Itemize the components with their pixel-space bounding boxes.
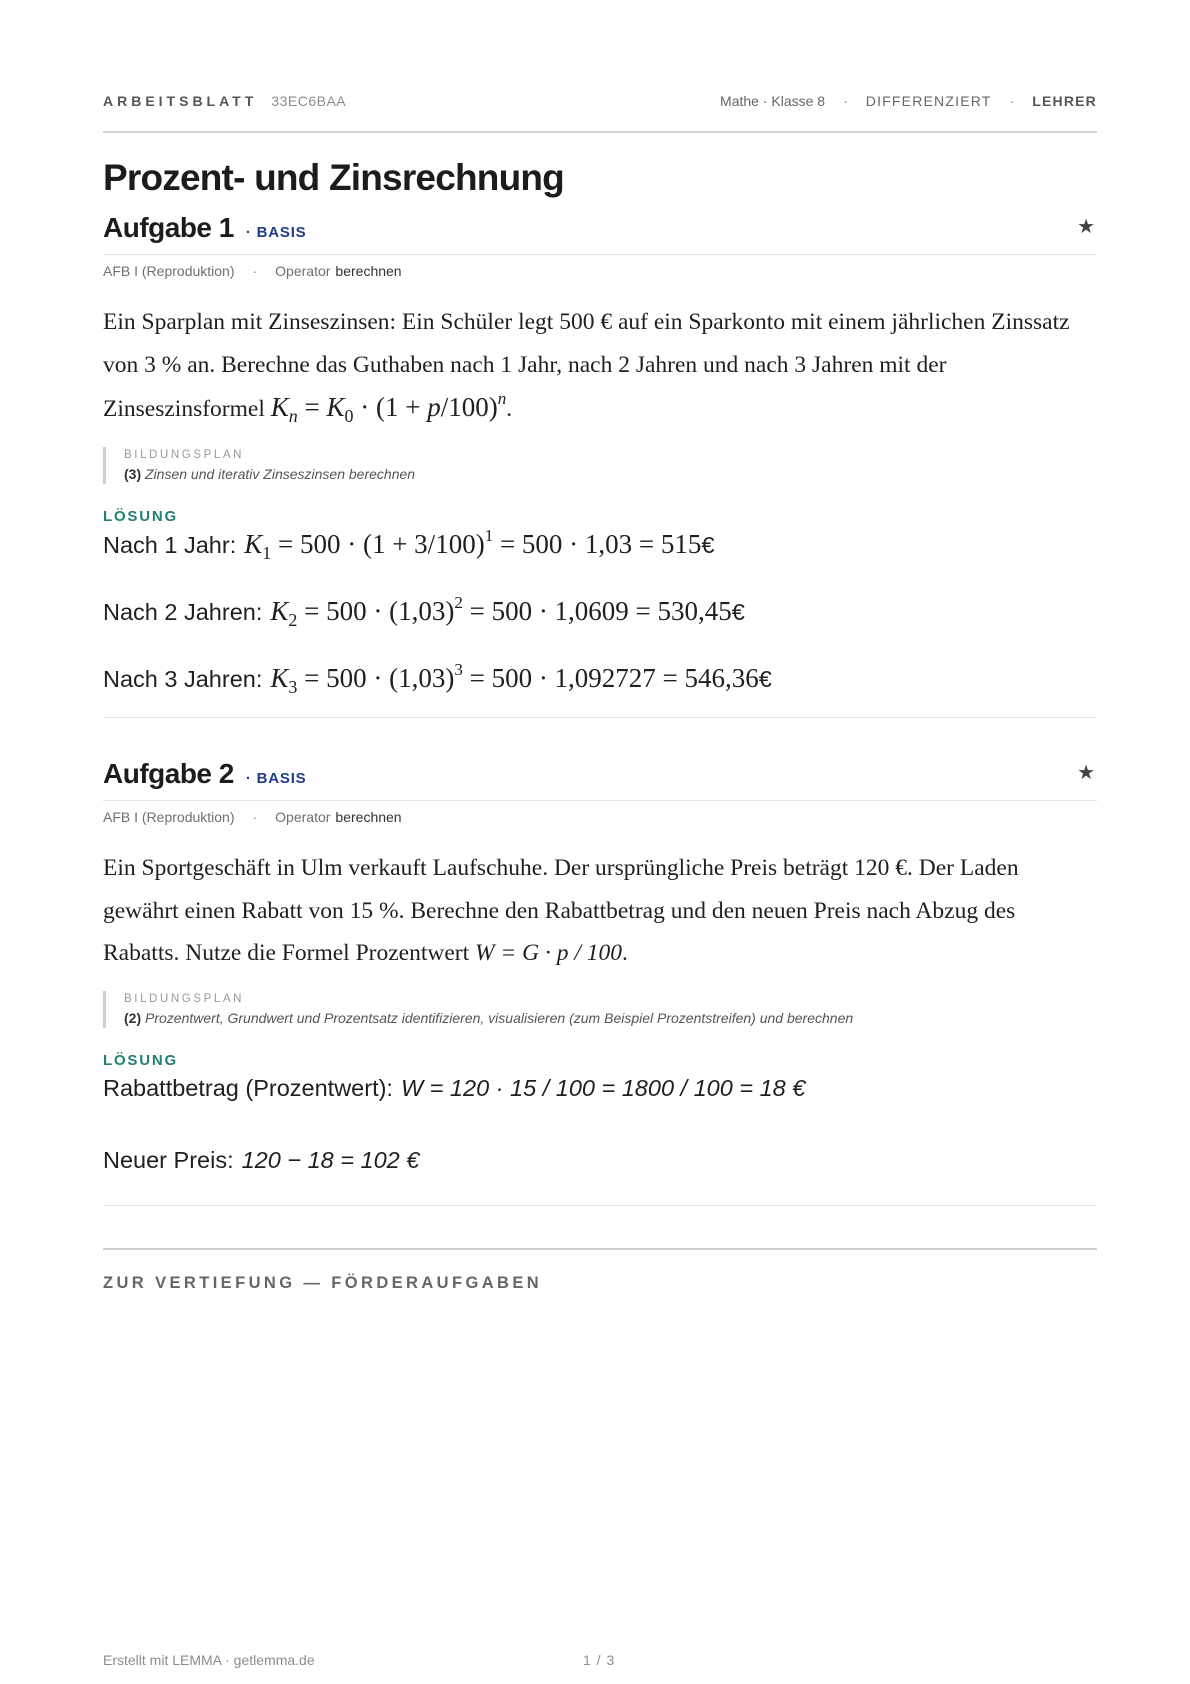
header-separator: ·: [843, 93, 848, 109]
page-number: 1 / 3: [583, 1652, 616, 1668]
header-right: [720, 93, 1097, 109]
solution-unit: €: [701, 531, 715, 558]
level-badge: · BASIS: [245, 770, 307, 787]
percentage-formula: W = G · p / 100: [474, 940, 623, 966]
task-1: [103, 212, 1097, 718]
task-divider: [103, 254, 1097, 255]
solution-expression: 120 − 18 = 102 €: [241, 1146, 420, 1173]
curriculum-number: (3): [124, 465, 142, 482]
worksheet-page: [103, 0, 1097, 1684]
task-divider: [103, 800, 1097, 801]
curriculum-label: BILDUNGSPLAN: [124, 992, 245, 1005]
curriculum-description: Zinsen und iterativ Zinseszinsen berechnen: [145, 465, 416, 482]
prompt-text: Ein Sportgeschäft in Ulm verkauft Laufschuhe. Der ursprüngliche Preis beträgt 120 €. Der Laden gewährt einen Rabatt von 15 %. Berechne den Rabattbetrag und den neuen Preis nach Abzug des Rabatts. Nutze die Formel Prozentwert: [103, 855, 1019, 966]
curriculum-text: [124, 466, 1097, 482]
task-prompt: [103, 847, 1097, 975]
solution-line-label: Nach 1 Jahr:: [103, 531, 237, 558]
task-divider: [103, 717, 1097, 718]
afb-level: AFB I (Reproduktion): [103, 263, 235, 279]
solution-line-label: Nach 3 Jahren:: [103, 665, 263, 692]
solution-line: [103, 1147, 1097, 1187]
task-meta: [103, 263, 1097, 283]
curriculum-reference: [103, 991, 1097, 1028]
solution-line-label: Rabattbetrag (Prozentwert):: [103, 1074, 393, 1101]
task-header: [103, 212, 1097, 252]
solution-formula: $K_3 = 500 \cdot (1,03)^3 = 500 \cdot 1,092727 = 546,36$: [270, 659, 759, 697]
solution-line: [103, 525, 1097, 569]
operator-label: Operator: [275, 263, 331, 279]
task-title: Aufgabe 2: [103, 758, 234, 789]
solution-line: [103, 592, 1097, 636]
header-divider: [103, 131, 1097, 133]
page-header: [103, 88, 1097, 114]
task-meta: [103, 809, 1097, 829]
header-left: [103, 93, 346, 109]
header-separator: ·: [1009, 93, 1015, 109]
curriculum-text: [124, 1010, 1097, 1026]
prompt-end: .: [506, 396, 513, 422]
solution-formula: $K_1 = 500 \cdot (1 + 3/100)^1 = 500 \cdot 1,03 = 515$: [244, 525, 702, 563]
worksheet-code: 33EC6BAA: [271, 93, 347, 109]
solution-unit: €: [731, 598, 745, 625]
task-header: [103, 758, 1097, 798]
compound-interest-formula: $K_n = K_0 \cdot (1 + p/100)^n$: [270, 389, 507, 426]
mode-label: DIFFERENZIERT: [865, 93, 992, 109]
solution-unit: €: [758, 665, 772, 692]
page-title: Prozent- und Zinsrechnung: [103, 157, 564, 198]
role-label: LEHRER: [1032, 93, 1097, 109]
level-badge: · BASIS: [245, 224, 307, 241]
star-icon[interactable]: ★: [1077, 762, 1095, 784]
prompt-end: .: [622, 940, 628, 966]
solution-label: LÖSUNG: [103, 1051, 178, 1069]
solution-line-label: Nach 2 Jahren:: [103, 598, 263, 625]
footer-brand[interactable]: Erstellt mit LEMMA · getlemma.de: [103, 1652, 315, 1668]
operator-value: berechnen: [335, 263, 402, 279]
operator-label: Operator: [275, 809, 331, 825]
section-divider: [103, 1248, 1097, 1250]
meta-separator: ·: [252, 809, 258, 825]
meta-separator: ·: [252, 263, 258, 279]
subject-grade: Mathe · Klasse 8: [720, 93, 826, 109]
star-icon[interactable]: ★: [1077, 216, 1095, 238]
task-title: Aufgabe 1: [103, 212, 234, 243]
prompt-text: Ein Sparplan mit Zinseszinsen: Ein Schüler legt 500 € auf ein Sparkonto mit einem jährlichen Zinssatz von 3 % an. Berechne das Guthaben nach 1 Jahr, nach 2 Jahren und nach 3 Jahren mit der Zinseszinsformel: [103, 309, 1070, 422]
curriculum-number: (2): [124, 1009, 142, 1026]
solution-line: [103, 1075, 1097, 1115]
operator-value: berechnen: [335, 809, 402, 825]
solution-line: [103, 659, 1097, 703]
worksheet-kicker: ARBEITSBLATT: [103, 93, 258, 109]
task-prompt: [103, 301, 1097, 431]
solution-formula: $K_2 = 500 \cdot (1,03)^2 = 500 \cdot 1,0609 = 530,45$: [270, 592, 732, 630]
curriculum-reference: [103, 447, 1097, 484]
task-2: [103, 758, 1097, 1206]
task-divider: [103, 1205, 1097, 1206]
solution-expression: W = 120 · 15 / 100 = 1800 / 100 = 18 €: [400, 1074, 806, 1101]
solution-line-label: Neuer Preis:: [103, 1146, 234, 1173]
section-title: ZUR VERTIEFUNG — FÖRDERAUFGABEN: [103, 1274, 543, 1292]
curriculum-label: BILDUNGSPLAN: [124, 448, 245, 461]
curriculum-description: Prozentwert, Grundwert und Prozentsatz identifizieren, visualisieren (zum Beispiel Prozentstreifen) und berechnen: [145, 1009, 854, 1026]
solution-label: LÖSUNG: [103, 507, 178, 525]
afb-level: AFB I (Reproduktion): [103, 809, 235, 825]
